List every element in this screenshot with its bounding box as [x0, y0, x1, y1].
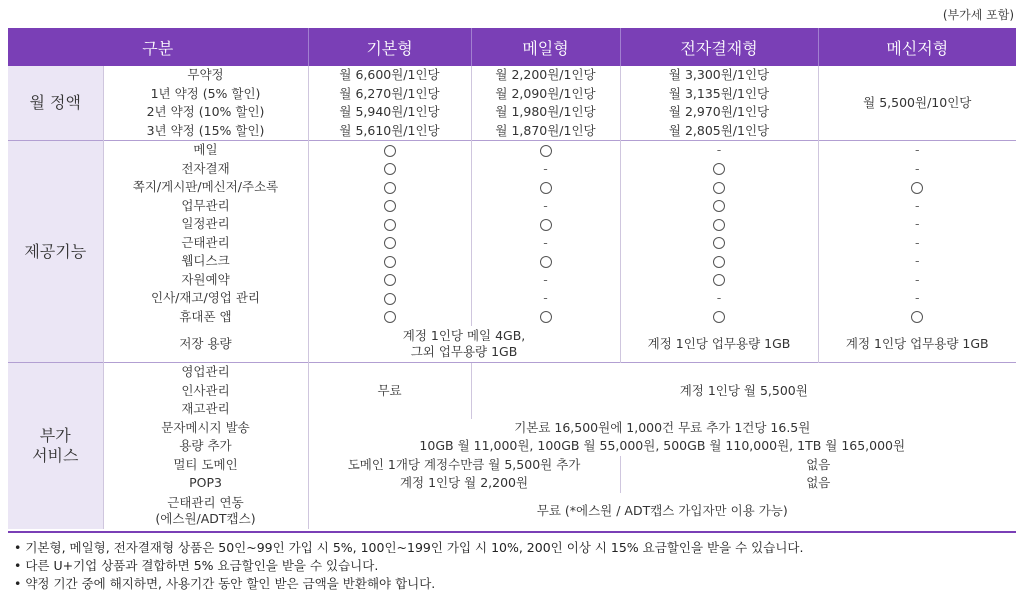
dash-mark: - [915, 142, 920, 158]
circle-icon [540, 256, 552, 268]
vat-note: (부가세 포함) [942, 8, 1014, 22]
dash-mark: - [915, 290, 920, 306]
category-features: 제공기능 [8, 141, 103, 363]
feature-approval [620, 271, 818, 290]
feature-basic [308, 160, 471, 179]
table-row [8, 178, 1016, 197]
dash-mark: - [543, 234, 548, 250]
note-item: • 기본형, 메일형, 전자결재형 상품은 50인~99인 가입 시 5%, 100인~199인 가입 시 10%, 200인 이상 시 15% 요금할인을 받을 수 있습니다. [14, 540, 804, 555]
table-row [8, 493, 1016, 529]
circle-icon [713, 219, 725, 231]
domain-rest: 없음 [620, 456, 1016, 475]
table-row [8, 419, 1016, 438]
category-addons [8, 363, 103, 529]
feature-basic [308, 215, 471, 234]
circle-icon [384, 145, 396, 157]
dash-mark: - [915, 216, 920, 232]
circle-icon [713, 163, 725, 175]
price-cell: 월 2,970원/1인당 [620, 103, 818, 122]
table-row [8, 66, 1016, 85]
circle-icon [713, 237, 725, 249]
feature-basic [308, 178, 471, 197]
pop3-rest: 없음 [620, 474, 1016, 493]
row-label: 1년 약정 (5% 할인) [103, 85, 308, 104]
row-label [103, 493, 308, 529]
table-row [8, 326, 1016, 363]
mgmt-basic: 무료 [308, 363, 471, 419]
feature-approval [620, 234, 818, 253]
row-label: 용량 추가 [103, 437, 308, 456]
row-label: 문자메시지 발송 [103, 419, 308, 438]
table-row [8, 141, 1016, 160]
feature-approval [620, 252, 818, 271]
table-row [8, 252, 1016, 271]
dash-mark: - [915, 197, 920, 213]
row-label: 저장 용량 [103, 326, 308, 363]
dash-mark: - [543, 271, 548, 287]
feature-mail [471, 289, 620, 308]
feature-approval [620, 215, 818, 234]
dash-mark: - [716, 142, 722, 158]
dash-mark: - [716, 290, 722, 306]
circle-icon [540, 182, 552, 194]
row-label: POP3 [103, 474, 308, 493]
feature-approval [620, 197, 818, 216]
circle-icon [713, 311, 725, 323]
circle-icon [540, 219, 552, 231]
row-label: 휴대폰 앱 [103, 308, 308, 327]
row-label: 자원예약 [103, 271, 308, 290]
row-label: 재고관리 [103, 400, 308, 419]
storage-basic-mail [308, 326, 620, 363]
header-category: 구분 [8, 28, 308, 66]
header-approval: 전자결재형 [620, 28, 818, 66]
table-row [8, 271, 1016, 290]
price-cell: 월 2,805원/1인당 [620, 122, 818, 141]
table-row [8, 160, 1016, 179]
storage-line: 계정 1인당 메일 4GB, [402, 328, 526, 343]
circle-icon [713, 200, 725, 212]
table-row [8, 234, 1016, 253]
price-cell: 월 2,090원/1인당 [471, 85, 620, 104]
row-label: 멀티 도메인 [103, 456, 308, 475]
feature-mail [471, 178, 620, 197]
feature-messenger [818, 308, 1016, 327]
row-label: 근태관리 [103, 234, 308, 253]
header-messenger: 메신저형 [818, 28, 1016, 66]
dash-mark: - [543, 197, 548, 213]
table-bottom-border [8, 531, 1016, 533]
dash-mark: - [915, 253, 920, 269]
feature-basic [308, 234, 471, 253]
circle-icon [384, 256, 396, 268]
table-row [8, 308, 1016, 327]
circle-icon [384, 182, 396, 194]
circle-icon [384, 237, 396, 249]
capacity-value: 10GB 월 11,000원, 100GB 월 55,000원, 500GB 월 110,000원, 1TB 월 165,000원 [308, 437, 1016, 456]
circle-icon [384, 200, 396, 212]
circle-icon [713, 182, 725, 194]
row-label: 메일 [103, 141, 308, 160]
circle-icon [384, 274, 396, 286]
feature-messenger [818, 234, 1016, 253]
circle-icon [911, 182, 923, 194]
pop3-basic-mail: 계정 1인당 월 2,200원 [308, 474, 620, 493]
row-label: 쪽지/게시판/메신저/주소록 [103, 178, 308, 197]
price-cell: 월 6,270원/1인당 [308, 85, 471, 104]
row-label-line: 근태관리 연동 [167, 494, 244, 510]
circle-icon [911, 311, 923, 323]
row-label: 업무관리 [103, 197, 308, 216]
price-cell: 월 3,135원/1인당 [620, 85, 818, 104]
row-label: 3년 약정 (15% 할인) [103, 122, 308, 141]
pricing-table [8, 28, 1016, 529]
feature-mail [471, 271, 620, 290]
row-label: 영업관리 [103, 363, 308, 382]
header-mail: 메일형 [471, 28, 620, 66]
feature-basic [308, 141, 471, 160]
row-label-line: (에스원/ADT캡스) [155, 510, 256, 526]
feature-approval [620, 289, 818, 308]
feature-messenger [818, 215, 1016, 234]
dash-mark: - [543, 290, 548, 306]
header-basic: 기본형 [308, 28, 471, 66]
table-row [8, 289, 1016, 308]
feature-messenger [818, 160, 1016, 179]
feature-messenger [818, 289, 1016, 308]
dash-mark: - [915, 160, 920, 176]
price-cell: 월 5,610원/1인당 [308, 122, 471, 141]
table-row [8, 437, 1016, 456]
feature-messenger [818, 252, 1016, 271]
feature-mail [471, 141, 620, 160]
domain-basic-mail: 도메인 1개당 계정수만큼 월 5,500원 추가 [308, 456, 620, 475]
circle-icon [540, 311, 552, 323]
attendance-value: 무료 (*에스원 / ADT캡스 가입자만 이용 가능) [308, 493, 1016, 529]
feature-approval [620, 178, 818, 197]
feature-basic [308, 252, 471, 271]
feature-basic [308, 271, 471, 290]
circle-icon [713, 256, 725, 268]
table-row [8, 456, 1016, 475]
circle-icon [384, 163, 396, 175]
table-row [8, 363, 1016, 382]
feature-messenger [818, 141, 1016, 160]
circle-icon [540, 145, 552, 157]
feature-basic [308, 197, 471, 216]
price-cell: 월 1,980원/1인당 [471, 103, 620, 122]
feature-mail [471, 215, 620, 234]
row-label: 무약정 [103, 66, 308, 85]
sms-value: 기본료 16,500원에 1,000건 무료 추가 1건당 16.5원 [308, 419, 1016, 438]
price-cell: 월 1,870원/1인당 [471, 122, 620, 141]
price-messenger: 월 5,500원/10인당 [818, 66, 1016, 141]
feature-basic [308, 289, 471, 308]
feature-approval [620, 141, 818, 160]
circle-icon [384, 219, 396, 231]
table-row [8, 474, 1016, 493]
storage-approval: 계정 1인당 업무용량 1GB [620, 326, 818, 363]
table-row [8, 197, 1016, 216]
row-label: 2년 약정 (10% 할인) [103, 103, 308, 122]
note-item: • 약정 기간 중에 해지하면, 사용기간 동안 할인 받은 금액을 반환해야 합니다. [14, 576, 436, 591]
feature-mail [471, 252, 620, 271]
feature-messenger [818, 197, 1016, 216]
feature-mail [471, 234, 620, 253]
storage-line: 그외 업무용량 1GB [410, 344, 518, 359]
row-label: 인사관리 [103, 382, 308, 401]
dash-mark: - [915, 234, 920, 250]
storage-messenger: 계정 1인당 업무용량 1GB [818, 326, 1016, 363]
feature-mail [471, 160, 620, 179]
feature-messenger [818, 178, 1016, 197]
table-row [8, 215, 1016, 234]
category-line: 부가 [39, 425, 71, 445]
price-cell: 월 6,600원/1인당 [308, 66, 471, 85]
feature-approval [620, 308, 818, 327]
feature-mail [471, 197, 620, 216]
category-line: 서비스 [32, 445, 79, 465]
dash-mark: - [915, 271, 920, 287]
note-item: • 다른 U+기업 상품과 결합하면 5% 요금할인을 받을 수 있습니다. [14, 558, 379, 573]
row-label: 전자결재 [103, 160, 308, 179]
circle-icon [384, 293, 396, 305]
circle-icon [713, 274, 725, 286]
row-label: 일정관리 [103, 215, 308, 234]
circle-icon [384, 311, 396, 323]
price-cell: 월 5,940원/1인당 [308, 103, 471, 122]
feature-basic [308, 308, 471, 327]
price-cell: 월 2,200원/1인당 [471, 66, 620, 85]
category-price: 월 정액 [8, 66, 103, 141]
row-label: 인사/재고/영업 관리 [103, 289, 308, 308]
dash-mark: - [543, 160, 548, 176]
mgmt-rest: 계정 1인당 월 5,500원 [471, 363, 1016, 419]
table-header-row [8, 28, 1016, 66]
feature-messenger [818, 271, 1016, 290]
feature-approval [620, 160, 818, 179]
price-cell: 월 3,300원/1인당 [620, 66, 818, 85]
row-label: 웹디스크 [103, 252, 308, 271]
feature-mail [471, 308, 620, 327]
notes [14, 539, 803, 593]
